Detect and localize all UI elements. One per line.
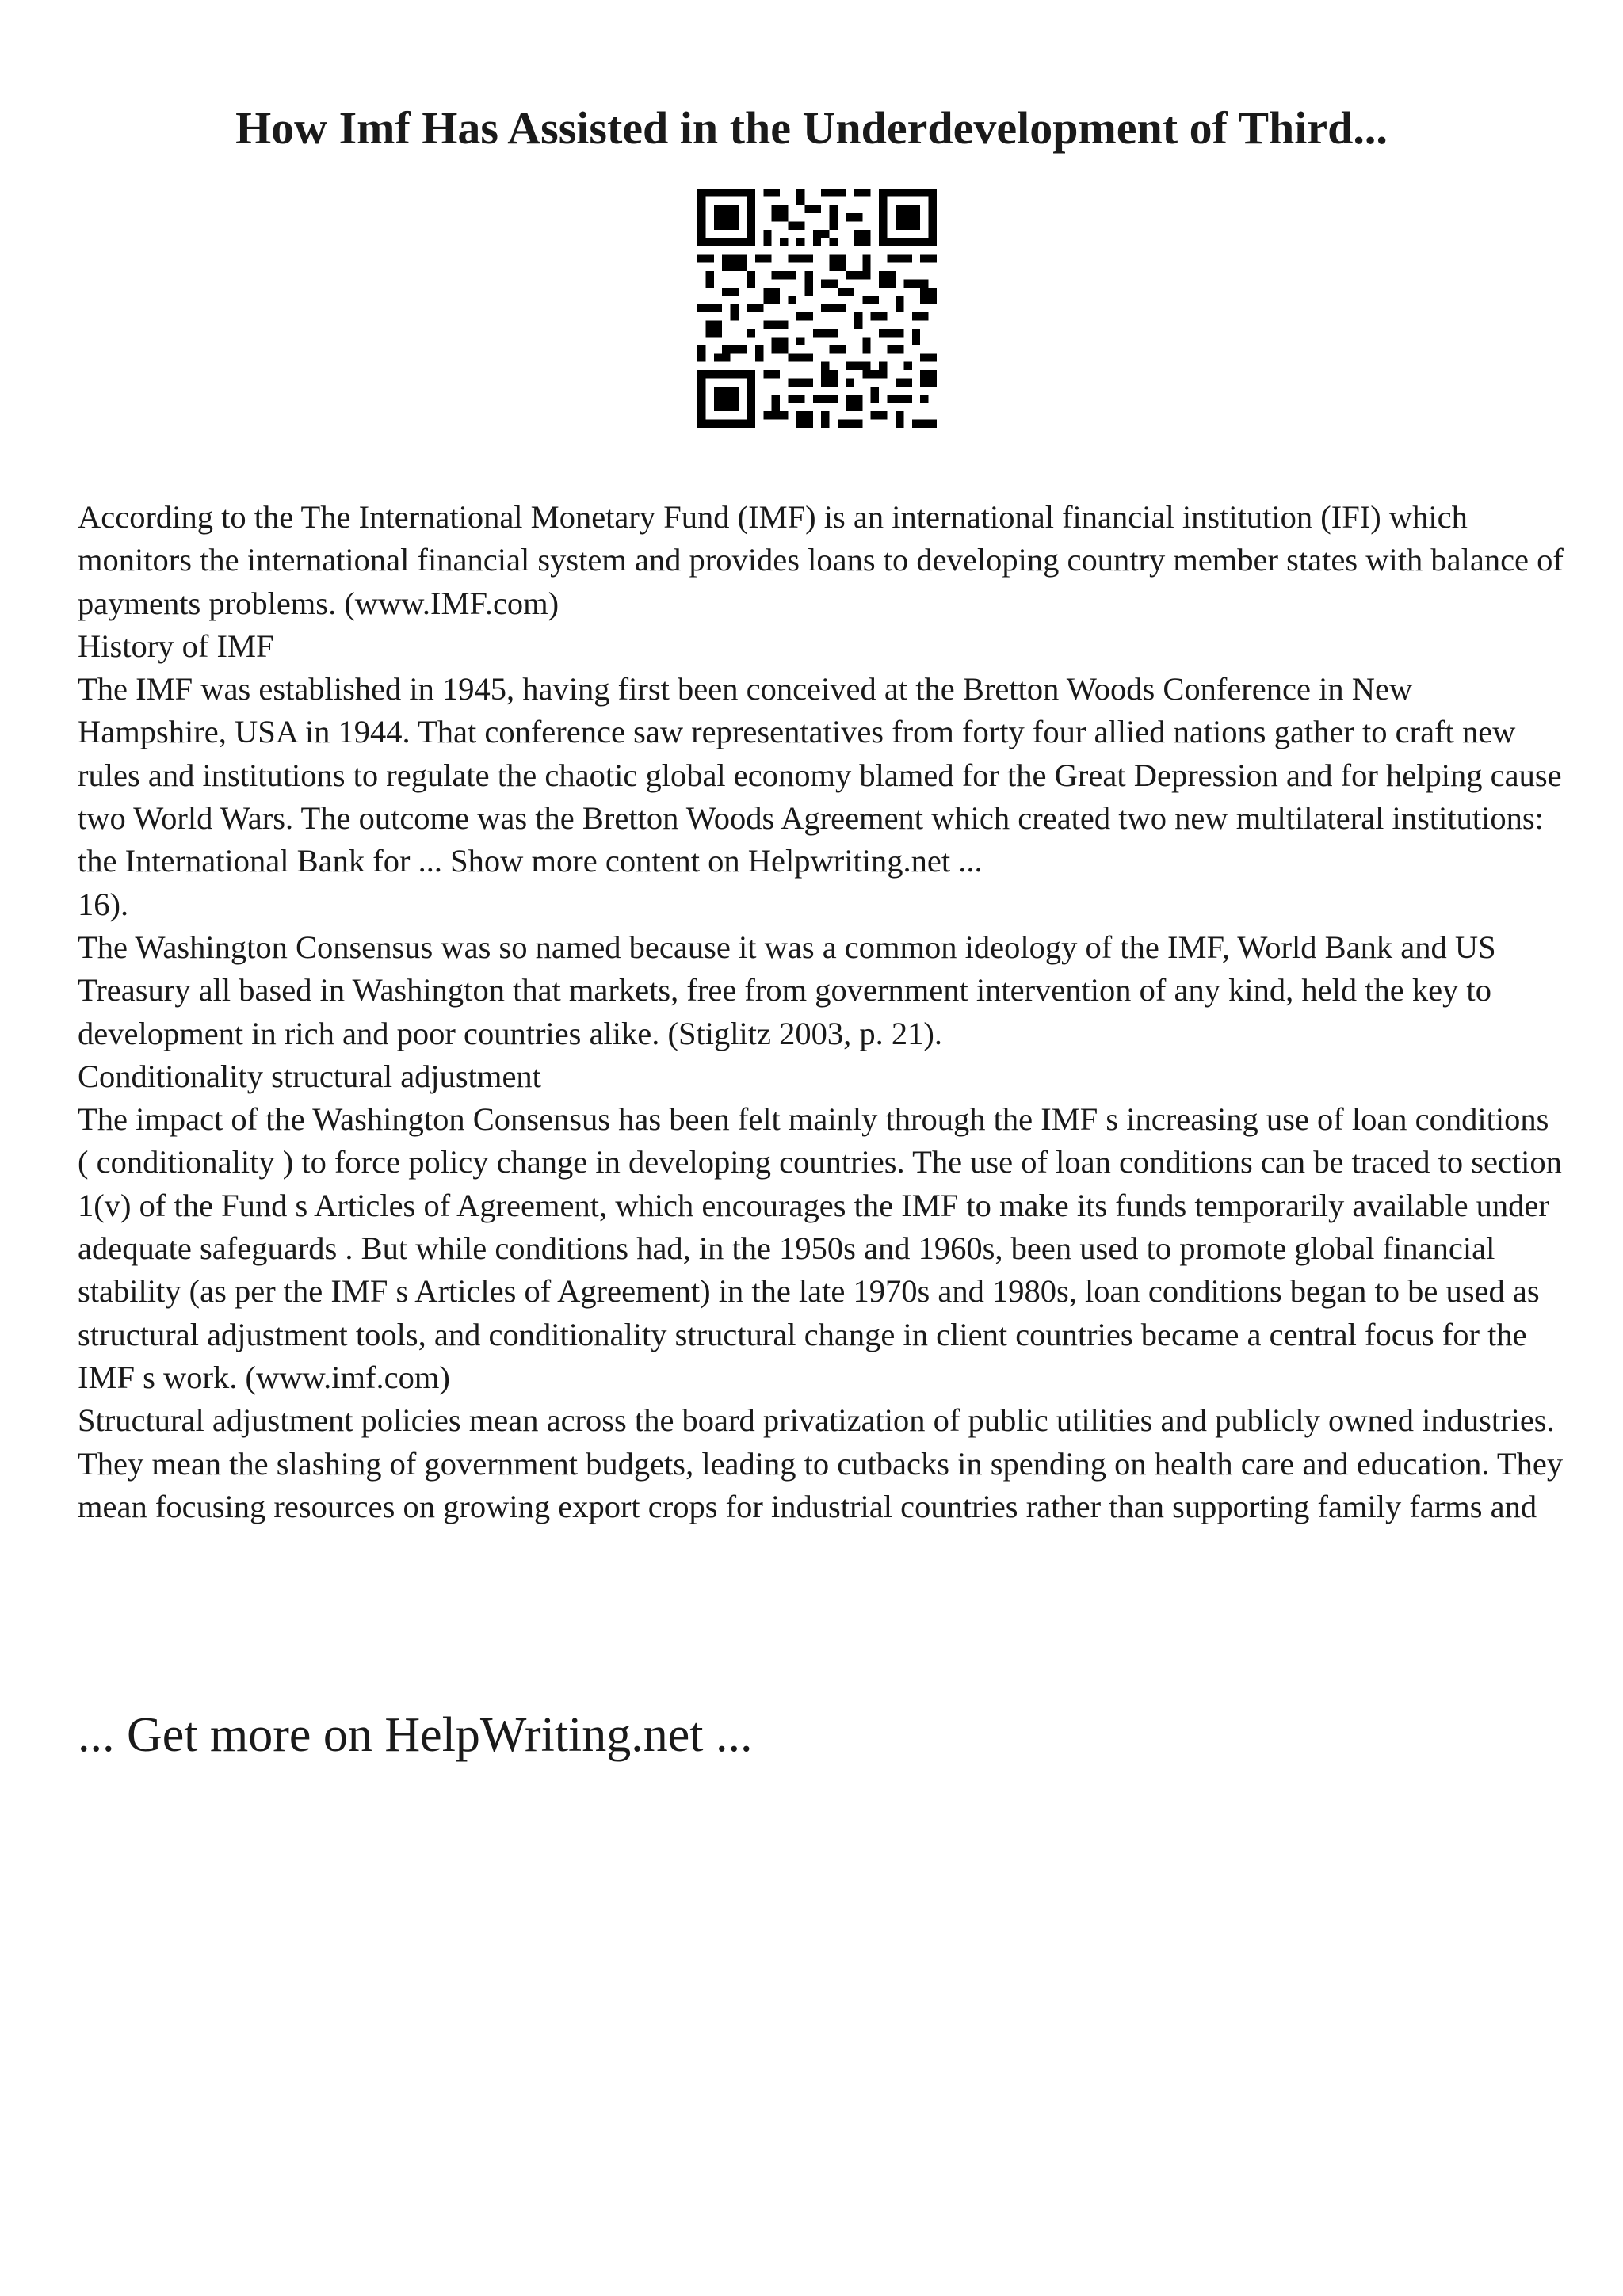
qr-code-icon [697,189,937,428]
article-body [78,496,1568,1528]
paragraph-fragment: 16). [78,886,129,922]
paragraph-conditionality: The impact of the Washington Consensus has been felt mainly through the IMF s increasing use of loan conditions ( conditionality ) to force policy change in developing countries. The use of loan conditions can be traced to section 1(v) of the Fund s Articles of Agreement, which encourages the IMF to make its funds temporarily available under adequate safeguards . But while conditions had, in the 1950s and 1960s, been used to promote global financial stability (as per the IMF s Articles of Agreement) in the late 1970s and 1980s, loan conditions began to be used as structural adjustment tools, and conditionality structural change in client countries became a central focus for the IMF s work. (www.imf.com) [78,1101,1562,1395]
document-title: How Imf Has Assisted in the Underdevelopment of Third... [235,102,1388,154]
heading-history: History of IMF [78,627,274,664]
qr-code-image [697,189,937,428]
paragraph-intro: According to the The International Monetary Fund (IMF) is an international financial institution (IFI) which monitors the international financial system and provides loans to developing country member states with balance of payments problems. (www.IMF.com) [78,499,1564,621]
paragraph-structural-adjustment: Structural adjustment policies mean across the board privatization of public utilities and publicly owned industries. They mean the slashing of government budgets, leading to cutbacks in spending on health care and education. They mean focusing resources on growing export crops for industrial countries rather than supporting family farms and [78,1402,1564,1524]
heading-conditionality: Conditionality structural adjustment [78,1058,541,1094]
paragraph-washington-consensus: The Washington Consensus was so named because it was a common ideology of the IMF, World Bank and US Treasury all based in Washington that markets, free from government intervention of any kind, held the key to development in rich and poor countries alike. (Stiglitz 2003, p. 21). [78,929,1496,1051]
paragraph-history: The IMF was established in 1945, having first been conceived at the Bretton Woods Conference in New Hampshire, USA in 1944. That conference saw representatives from forty four allied nations gather to craft new rules and institutions to regulate the chaotic global economy blamed for the Great Depression and for helping cause two World Wars. The outcome was the Bretton Woods Agreement which created two new multilateral institutions: the International Bank for ... Show more content on Helpwriting.net ... [78,671,1562,879]
get-more-link[interactable]: ... Get more on HelpWriting.net ... [78,1708,753,1762]
